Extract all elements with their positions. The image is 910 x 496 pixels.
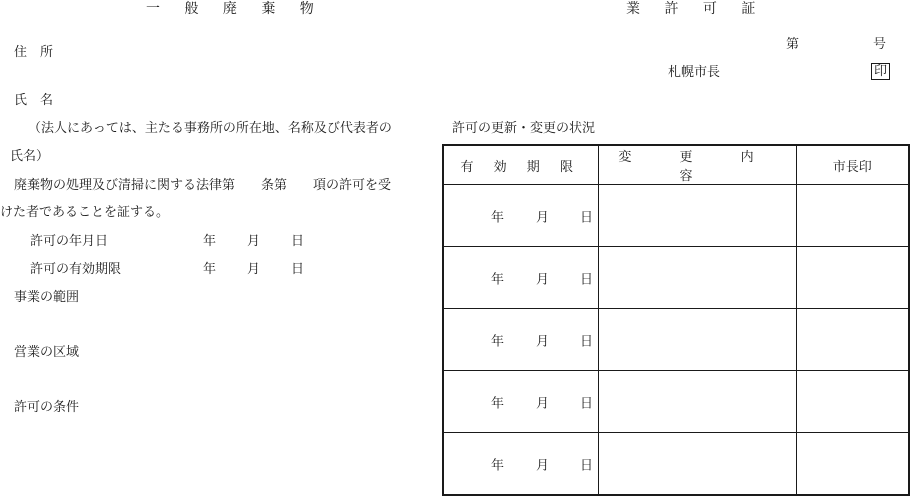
- header-seal-text: 市長印: [832, 159, 872, 175]
- validity-label: 許可の有効期限: [30, 262, 122, 277]
- row-year: 年: [491, 272, 505, 287]
- row-date-cell[interactable]: [443, 247, 598, 309]
- row-day: 日: [580, 396, 594, 411]
- row-seal-cell[interactable]: [796, 247, 909, 309]
- validity-day: 日: [291, 262, 305, 277]
- history-header-row: [443, 145, 909, 185]
- row-month: 月: [536, 458, 550, 473]
- history-table: [442, 144, 910, 496]
- row-day: 日: [580, 334, 594, 349]
- row-seal-cell[interactable]: [796, 371, 909, 433]
- permit-date-day: 日: [291, 234, 305, 249]
- row-seal-cell[interactable]: [796, 433, 909, 496]
- row-day: 日: [580, 210, 594, 225]
- row-year: 年: [491, 210, 505, 225]
- number-suffix: 号: [873, 37, 887, 52]
- row-day: 日: [580, 272, 594, 287]
- issuer-label: 札幌市長: [668, 65, 721, 80]
- seal-stamp: [871, 63, 890, 80]
- table-row: [443, 433, 909, 496]
- row-month: 月: [536, 396, 550, 411]
- row-year: 年: [491, 334, 505, 349]
- corp-note-line1: （法人にあっては、主たる事務所の所在地、名称及び代表者の: [28, 121, 392, 136]
- table-row: [443, 185, 909, 247]
- title-left: 一 般 廃 棄 物: [146, 1, 324, 17]
- table-row: [443, 309, 909, 371]
- header-change-text: 変 更 内 容: [618, 150, 776, 184]
- business-scope-label: 事業の範囲: [14, 290, 80, 305]
- table-row: [443, 247, 909, 309]
- header-change-content: [598, 145, 796, 185]
- row-day: 日: [580, 458, 594, 473]
- row-change-cell[interactable]: [598, 309, 796, 371]
- header-mayor-seal: [796, 145, 909, 185]
- row-date-cell[interactable]: [443, 309, 598, 371]
- row-year: 年: [491, 396, 505, 411]
- row-seal-cell[interactable]: [796, 309, 909, 371]
- row-date-cell[interactable]: [443, 371, 598, 433]
- corp-note-line2: 氏名）: [10, 149, 50, 164]
- seal-text: 印: [871, 63, 890, 80]
- permit-date-month: 月: [247, 234, 261, 249]
- row-date-cell[interactable]: [443, 433, 598, 496]
- row-date-cell[interactable]: [443, 185, 598, 247]
- validity-year: 年: [203, 262, 217, 277]
- name-label: 氏 名: [14, 93, 54, 108]
- address-label: 住 所: [14, 45, 54, 60]
- row-change-cell[interactable]: [598, 185, 796, 247]
- law-line1: 廃棄物の処理及び清掃に関する法律第 条第 項の許可を受: [14, 178, 392, 193]
- number-prefix: 第: [786, 37, 800, 52]
- history-caption: 許可の更新・変更の状況: [452, 121, 596, 136]
- row-change-cell[interactable]: [598, 433, 796, 496]
- row-month: 月: [536, 210, 550, 225]
- table-row: [443, 371, 909, 433]
- validity-month: 月: [247, 262, 261, 277]
- row-month: 月: [536, 272, 550, 287]
- permit-date-label: 許可の年月日: [30, 234, 109, 249]
- law-line2: けた者であることを証する。: [0, 205, 170, 220]
- conditions-label: 許可の条件: [14, 400, 80, 415]
- row-change-cell[interactable]: [598, 371, 796, 433]
- row-seal-cell[interactable]: [796, 185, 909, 247]
- header-validity-period: [443, 145, 598, 185]
- business-area-label: 営業の区域: [14, 345, 80, 360]
- header-validity-text: 有 効 期 限: [460, 159, 581, 175]
- row-change-cell[interactable]: [598, 247, 796, 309]
- permit-date-year: 年: [203, 234, 217, 249]
- row-year: 年: [491, 458, 505, 473]
- title-right: 業 許 可 証: [626, 1, 766, 17]
- row-month: 月: [536, 334, 550, 349]
